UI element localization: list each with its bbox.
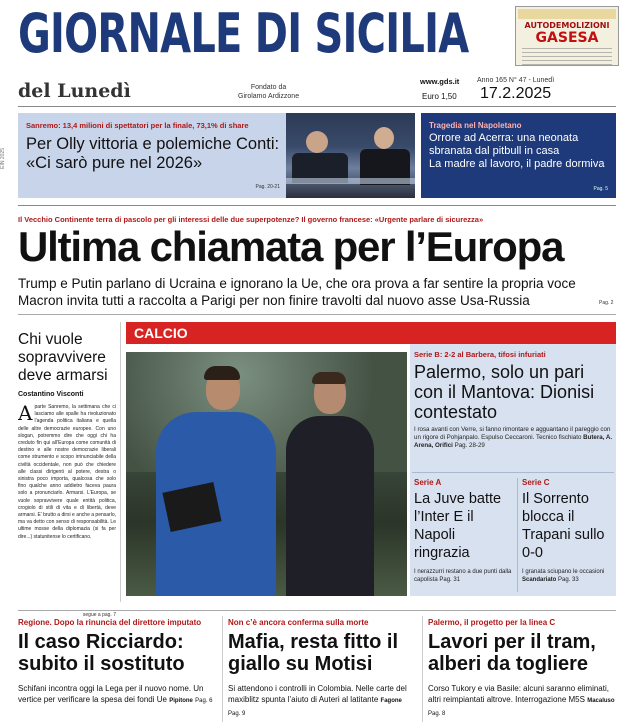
main-calcio-story[interactable] — [414, 350, 614, 451]
publication-date: 17.2.2025 — [480, 85, 552, 102]
calcio-main-text — [414, 426, 614, 451]
ad-header-bar — [518, 9, 616, 19]
top-left-title: Per Olly vittoria e polemiche Conti: «Ci sarò pure nel 2026» — [26, 135, 280, 172]
bottom-1-text: Schifani incontra oggi la Lega per il nuovo nome. Un vertice per verificare la spesa dei fondi Ue — [18, 684, 204, 704]
serie-a-page: Pag. 31 — [439, 577, 461, 583]
top-story-acerra[interactable] — [421, 113, 616, 198]
top-story-sanremo[interactable] — [18, 113, 286, 198]
top-right-page: Pag. 5 — [593, 186, 608, 192]
top-right-kicker: Tragedia nel Napoletano — [429, 121, 522, 130]
calcio-main-body: I rosa avanti con Verre, si fanno rimontare e agguantano il pareggio con un rigore di Pohjanpalo. Espulso Ceccaroni. Tecnico fischiato — [414, 426, 611, 442]
player-shirt — [286, 416, 374, 596]
bottom-1-title: Il caso Ricciardo: subito il sostituto — [18, 631, 185, 675]
sanremo-photo — [286, 113, 415, 198]
top-right-title: Orrore ad Acerra: una neonata sbranata dal pitbull in casa — [429, 132, 579, 157]
serie-a-text-wrap — [414, 568, 512, 584]
bottom-3-text-wrap — [428, 683, 618, 720]
bottom-2-kicker: Non c’è ancora conferma sulla morte — [228, 618, 369, 627]
calcio-divider-h — [412, 472, 614, 473]
column-divider — [120, 322, 121, 602]
bottom-2-title: Mafia, resta fitto il giallo su Motisi — [228, 631, 399, 675]
calcio-main-kicker: Serie B: 2-2 al Barbera, tifosi infuriati — [414, 350, 546, 359]
serie-a-kicker: Serie A — [414, 478, 442, 487]
serie-a-text: I nerazzurri restano a due punti dalla capolista — [414, 569, 512, 583]
bottom-3-author: Macaluso — [587, 698, 615, 704]
coach-hair — [204, 366, 240, 380]
side-code: EIN 2025 — [0, 148, 6, 169]
advertisement[interactable] — [515, 6, 619, 66]
lead-kicker: Il Vecchio Continente terra di pascolo per gli interessi delle due superpotenze? Il governo francese: «Urgente parlare di sicurezza» — [18, 215, 484, 224]
bottom-1-page: Pag. 6 — [195, 698, 213, 704]
price: Euro 1,50 — [422, 92, 457, 101]
editorial-title: Chi vuole sopravvivere deve armarsi — [18, 331, 108, 384]
serie-c-story[interactable] — [522, 478, 614, 584]
bottom-col-divider-2 — [422, 616, 423, 722]
edition-label: del Lunedì — [18, 80, 131, 102]
serie-c-author: Scandariato — [522, 577, 557, 583]
singer-head — [374, 127, 394, 149]
section-divider — [18, 205, 616, 206]
lead-page: Pag. 2 — [599, 300, 614, 306]
editorial-more[interactable]: segue a pag. 7 — [82, 612, 116, 618]
serie-c-title: Il Sorrento blocca il Trapani sullo 0-0 — [522, 491, 605, 561]
founded-label: Fondato da — [250, 84, 287, 91]
bottom-3-title: Lavori per il tram, alberi da togliere — [428, 631, 596, 675]
editorial-dropcap: A — [18, 404, 33, 425]
bottom-2-page: Pag. 9 — [228, 711, 246, 717]
lead-subtitle-1: Trump e Putin parlano di Ucraina e ignorano la Ue, che ora prova a far sentire la propria voce — [18, 276, 576, 291]
bottom-2-author: Fagone — [380, 698, 402, 704]
top-left-kicker: Sanremo: 13,4 milioni di spettatori per la finale, 73,1% di share — [26, 121, 249, 130]
serie-c-kicker: Serie C — [522, 478, 550, 487]
bottom-story-1[interactable] — [18, 618, 218, 707]
editorial-body — [18, 404, 116, 610]
bottom-2-text-wrap — [228, 683, 416, 720]
calcio-main-title: Palermo, solo un pari con il Mantova: Dionisi contestato — [414, 362, 595, 422]
bottom-2-text: Si attendono i controlli in Colombia. Nelle carte del maxiblitz spunta l’aiuto di Auteri al latitante — [228, 684, 407, 704]
bottom-3-text: Corso Tukory e via Basile: alcuni saranno eliminati, altri reimpiantati altrove. Interrogazione M5S — [428, 684, 609, 704]
serie-c-text: I granata sciupano le occasioni — [522, 569, 605, 575]
top-right-subtitle: La madre al lavoro, il padre dormiva — [429, 158, 605, 170]
lead-headline[interactable]: Ultima chiamata per l’Europa — [18, 223, 564, 270]
calcio-divider-v — [517, 478, 518, 592]
player-hair — [312, 372, 346, 384]
bottom-3-page: Pag. 8 — [428, 711, 446, 717]
bottom-1-text-wrap — [18, 683, 218, 707]
bottom-1-author: Pipitone — [169, 698, 193, 704]
bottom-col-divider-1 — [222, 616, 223, 722]
stage-light — [286, 178, 415, 184]
bottom-story-3[interactable] — [428, 618, 618, 720]
serie-c-text-wrap — [522, 568, 614, 584]
lead-subtitle-2: Macron invita tutti a raccolta a Parigi per non finire travolti dal nuovo asse Usa-Russia — [18, 293, 530, 308]
editorial-column[interactable] — [18, 331, 116, 618]
ad-line1: AUTODEMOLIZIONI — [524, 21, 610, 30]
ad-fine-print — [522, 48, 612, 66]
top-left-page: Pag. 20-21 — [255, 184, 280, 190]
editorial-text: parte Sanremo, la settimana che ci lasciamo alle spalle ha rivoluzionato l’agenda politica italiana e quella delle altre democrazie europee. Con uno slogan, potremmo dire che oggi chi ha creduto fin qui all’Europa come comunità di destino e alle nostre democrazie liberali come strumento e scopo irrinunciabile della civiltà occidentale, non può che chiedere alle classi dirigenti al potere, destra o sinistra poco importa, qualcosa che solo fino qualche anno addietro faceva paura solo a pronunciarlo. Armarsi. L’Europa, se vuole sopravvivere quale entità politica, crogiolo di stili di vita e di libertà, deve armarsi. E’ brutto a dirsi e anche a pensarlo, ma va detto con senso di responsabilità. Le ultime mosse della diplomazia (si fa per dire...) statunitense lo certificano. — [18, 404, 116, 540]
bottom-story-2[interactable] — [228, 618, 416, 720]
masthead-divider — [18, 106, 616, 107]
presenter-head — [306, 131, 328, 153]
lead-divider — [18, 314, 616, 315]
serie-a-story[interactable] — [414, 478, 512, 584]
editorial-author: Costantino Visconti — [18, 391, 84, 398]
section-header-calcio: CALCIO — [126, 322, 616, 344]
website-link[interactable]: www.gds.it — [420, 77, 460, 86]
founder-note — [238, 83, 299, 101]
founder-name: Girolamo Ardizzone — [238, 93, 300, 100]
bottom-1-kicker: Regione. Dopo la rinuncia del direttore imputato — [18, 618, 202, 627]
serie-a-title: La Juve batte l’Inter E il Napoli ringrazia — [414, 491, 502, 561]
ad-brand-name: GASESA — [535, 30, 599, 46]
bottom-3-kicker: Palermo, il progetto per la linea C — [428, 618, 556, 627]
calcio-main-page: Pag. 28-29 — [454, 442, 485, 450]
issue-number: Anno 165 N° 47 - Lunedì — [477, 77, 555, 84]
football-photo — [126, 352, 407, 596]
serie-c-page: Pag. 33 — [558, 577, 579, 583]
bottom-divider — [18, 610, 616, 611]
calcio-main-authors: Butera, A. Arena, Orifici — [414, 434, 613, 450]
newspaper-masthead: GIORNALE DI SICILIA — [18, 2, 469, 65]
